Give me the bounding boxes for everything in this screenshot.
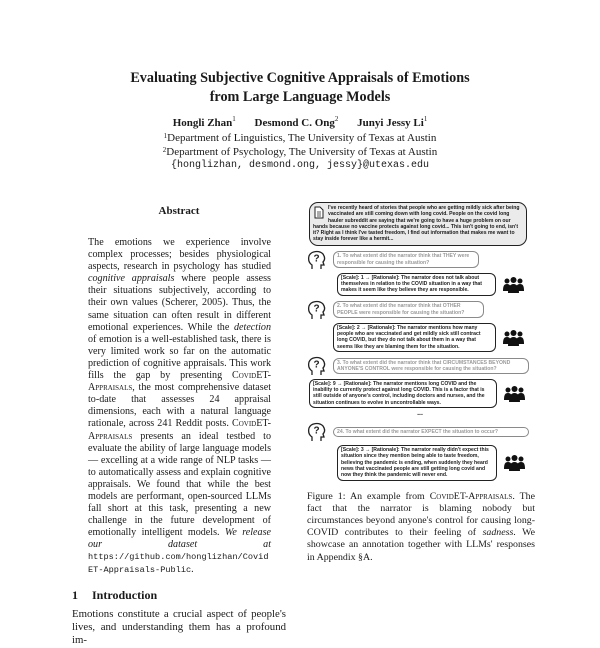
- ellipsis: ...: [417, 410, 423, 418]
- abstract-segment: presents an ideal testbed to evaluate the ability of large language models — excelling at a wide range of NLP tasks — to automatically assess and explain cognitive appraisals. We found that while the best models are performant, open-sourced LLMs fall short at this task, presenting a new challenge in the future development of emotionally intelligent models.: [88, 430, 271, 539]
- scale-label: [Scale]: 9 → [Rationale]:: [313, 380, 372, 387]
- introduction-text: Emotions constitute a crucial aspect of people's lives, and understanding them has a profound im-: [72, 607, 286, 647]
- question-bubble: 1. To what extent did the narrator think that THEY were responsible for causing the situation?: [333, 251, 479, 268]
- dataset-name: CovidET-Appraisals: [429, 490, 513, 502]
- affiliation: [0, 131, 600, 145]
- document-icon: [314, 206, 324, 219]
- reddit-post-box: [309, 202, 527, 246]
- author-affiliation-mark: 1: [423, 115, 428, 123]
- thinking-head-icon: [307, 299, 327, 321]
- rationale-text: The narrator mentions long COVID and the inability to currently protect against long COVID. This is a factor that is still outside of anyone's control, including doctors and nurses, and the situation continues to evolve in uncontrollable ways.: [313, 380, 485, 406]
- answer-bubble: [337, 273, 496, 296]
- question-row: [307, 355, 533, 377]
- abstract-text: [88, 237, 271, 576]
- people-group-icon: [503, 276, 524, 293]
- scale-label: [Scale]: 2 → [Rationale]:: [337, 324, 396, 331]
- answer-row: [309, 379, 533, 408]
- figure-1: [307, 202, 533, 481]
- author-name: Desmond C. Ong: [254, 117, 335, 129]
- answer-row: [333, 323, 533, 352]
- thinking-head-icon: [307, 249, 327, 271]
- answer-bubble: [337, 445, 497, 480]
- rationale-text: The narrator mentions how many people who are vaccinated and get mildly sick still contract long COVID, but they do not talk about them in a way that seems like they are blaming them for the situation.: [337, 324, 481, 350]
- section-title: Introduction: [92, 587, 158, 602]
- author-affiliation-mark: 1: [232, 115, 236, 123]
- author: [173, 117, 236, 129]
- author-list: [0, 117, 600, 129]
- caption-segment: . The fact that the narrator is blaming nobody but circumstances beyond anyone's control for causing long-COVID contributes to their feeling of: [307, 490, 535, 539]
- post-text: I've recently heard of stories that people who are getting mildly sick after being vaccinated are still coming down with long covid. People on the covid long hauler subreddit are saying that we're going to have a huge problem on our hands because no vaccine protects against long covid... This isn't going to end, isn't it? Right as I think I've tasted freedom, I find out information that makes me want to stay inside forever like a hermit...: [313, 205, 520, 243]
- abstract-segment: of emotion is a well-established task, there is very limited work so far on the automatic prediction of cognitive appraisals. This work fills the gap by presenting: [88, 333, 271, 382]
- figure-caption: [307, 491, 535, 564]
- svg-text:?: ?: [313, 253, 320, 265]
- author-emails: {honglizhan, desmond.ong, jessy}@utexas.edu: [170, 160, 430, 171]
- thinking-head-icon: [307, 421, 327, 443]
- author: [357, 117, 427, 129]
- question-row: [307, 249, 533, 271]
- abstract-italic: cognitive appraisals: [88, 273, 175, 285]
- question-row: [307, 421, 533, 443]
- rationale-text: The narrator does not talk about themselves in relation to the COVID situation in a way that makes it seem like they believe they are responsible.: [341, 274, 482, 294]
- answer-row: [337, 273, 533, 296]
- author-affiliation-mark: 2: [334, 115, 339, 123]
- caption-italic: sadness: [482, 527, 514, 539]
- abstract-segment: , the most comprehensive dataset to-date that assesses 24 appraisal dimensions, each with a natural language rationale, across 241 Reddit posts.: [88, 382, 271, 430]
- dataset-name: CovidET-Appraisals: [88, 370, 271, 394]
- svg-text:?: ?: [313, 359, 320, 371]
- caption-segment: Figure 1: An example from: [307, 490, 430, 502]
- title-line-1: Evaluating Subjective Cognitive Appraisals of Emotions: [130, 70, 470, 86]
- section-number: 1: [72, 587, 78, 602]
- affiliation-mark: 1: [163, 132, 168, 140]
- author-name: Junyi Jessy Li: [357, 117, 424, 129]
- svg-text:?: ?: [313, 303, 320, 315]
- abstract-italic: detection: [234, 321, 271, 333]
- question-bubble: 24. To what extent did the narrator EXPECT the situation to occur?: [333, 427, 529, 437]
- author: [255, 117, 339, 129]
- dataset-link[interactable]: https://github.com/honglizhan/CovidET-Appraisals-Public: [88, 552, 269, 575]
- abstract-segment: .: [191, 563, 194, 575]
- title-line-2: from Large Language Models: [209, 89, 391, 105]
- people-group-icon: [504, 454, 525, 471]
- abstract-segment: where people assess their situations subjectively, according to their own values (Scherer, 2005). Thus, the same situation can often result in different emotional experiences. While the: [88, 273, 271, 333]
- scale-label: [Scale]: 3 → [Rationale]:: [341, 447, 400, 454]
- answer-bubble: [333, 323, 496, 352]
- left-column: [72, 205, 286, 648]
- svg-text:?: ?: [313, 425, 320, 437]
- people-group-icon: [504, 385, 525, 402]
- affiliation-text: Department of Psychology, The University of Texas at Austin: [166, 146, 438, 158]
- rationale-text: The narrator really didn't expect this situation since they mention being able to taste freedom, believing the pandemic is ending, when suddenly they heard news that vaccinated people are still getting long covid and now they think the pandemic will never end.: [341, 447, 489, 479]
- question-bubble: 3. To what extent did the narrator think that CIRCUMSTANCES BEYOND ANYONE'S CONTROL were responsible for causing the situation?: [333, 358, 529, 375]
- abstract-heading: Abstract: [158, 205, 200, 217]
- scale-label: [Scale]: 1 → [Rationale]:: [341, 274, 400, 281]
- answer-row: [337, 445, 533, 480]
- question-bubble: 2. To what extent did the narrator think that OTHER PEOPLE were responsible for causing the situation?: [333, 301, 484, 318]
- author-name: Hongli Zhan: [172, 117, 233, 129]
- right-column: [307, 202, 535, 564]
- people-group-icon: [503, 329, 524, 346]
- abstract-segment: The emotions we experience involve complex processes; besides physiological aspects, research in psychology has studied: [88, 237, 271, 273]
- abstract-italic: We release our dataset at: [88, 527, 271, 551]
- affiliation: [0, 145, 600, 159]
- question-row: [307, 299, 533, 321]
- affiliation-mark: 2: [162, 146, 167, 154]
- thinking-head-icon: [307, 355, 327, 377]
- paper-title: [0, 69, 600, 107]
- caption-segment: . We showcase an annotation together with LLMs' responses in Appendix §A.: [307, 527, 535, 563]
- dataset-name: CovidET-Appraisals: [88, 418, 271, 442]
- answer-bubble: [309, 379, 497, 408]
- affiliation-text: Department of Linguistics, The University of Texas at Austin: [167, 132, 437, 144]
